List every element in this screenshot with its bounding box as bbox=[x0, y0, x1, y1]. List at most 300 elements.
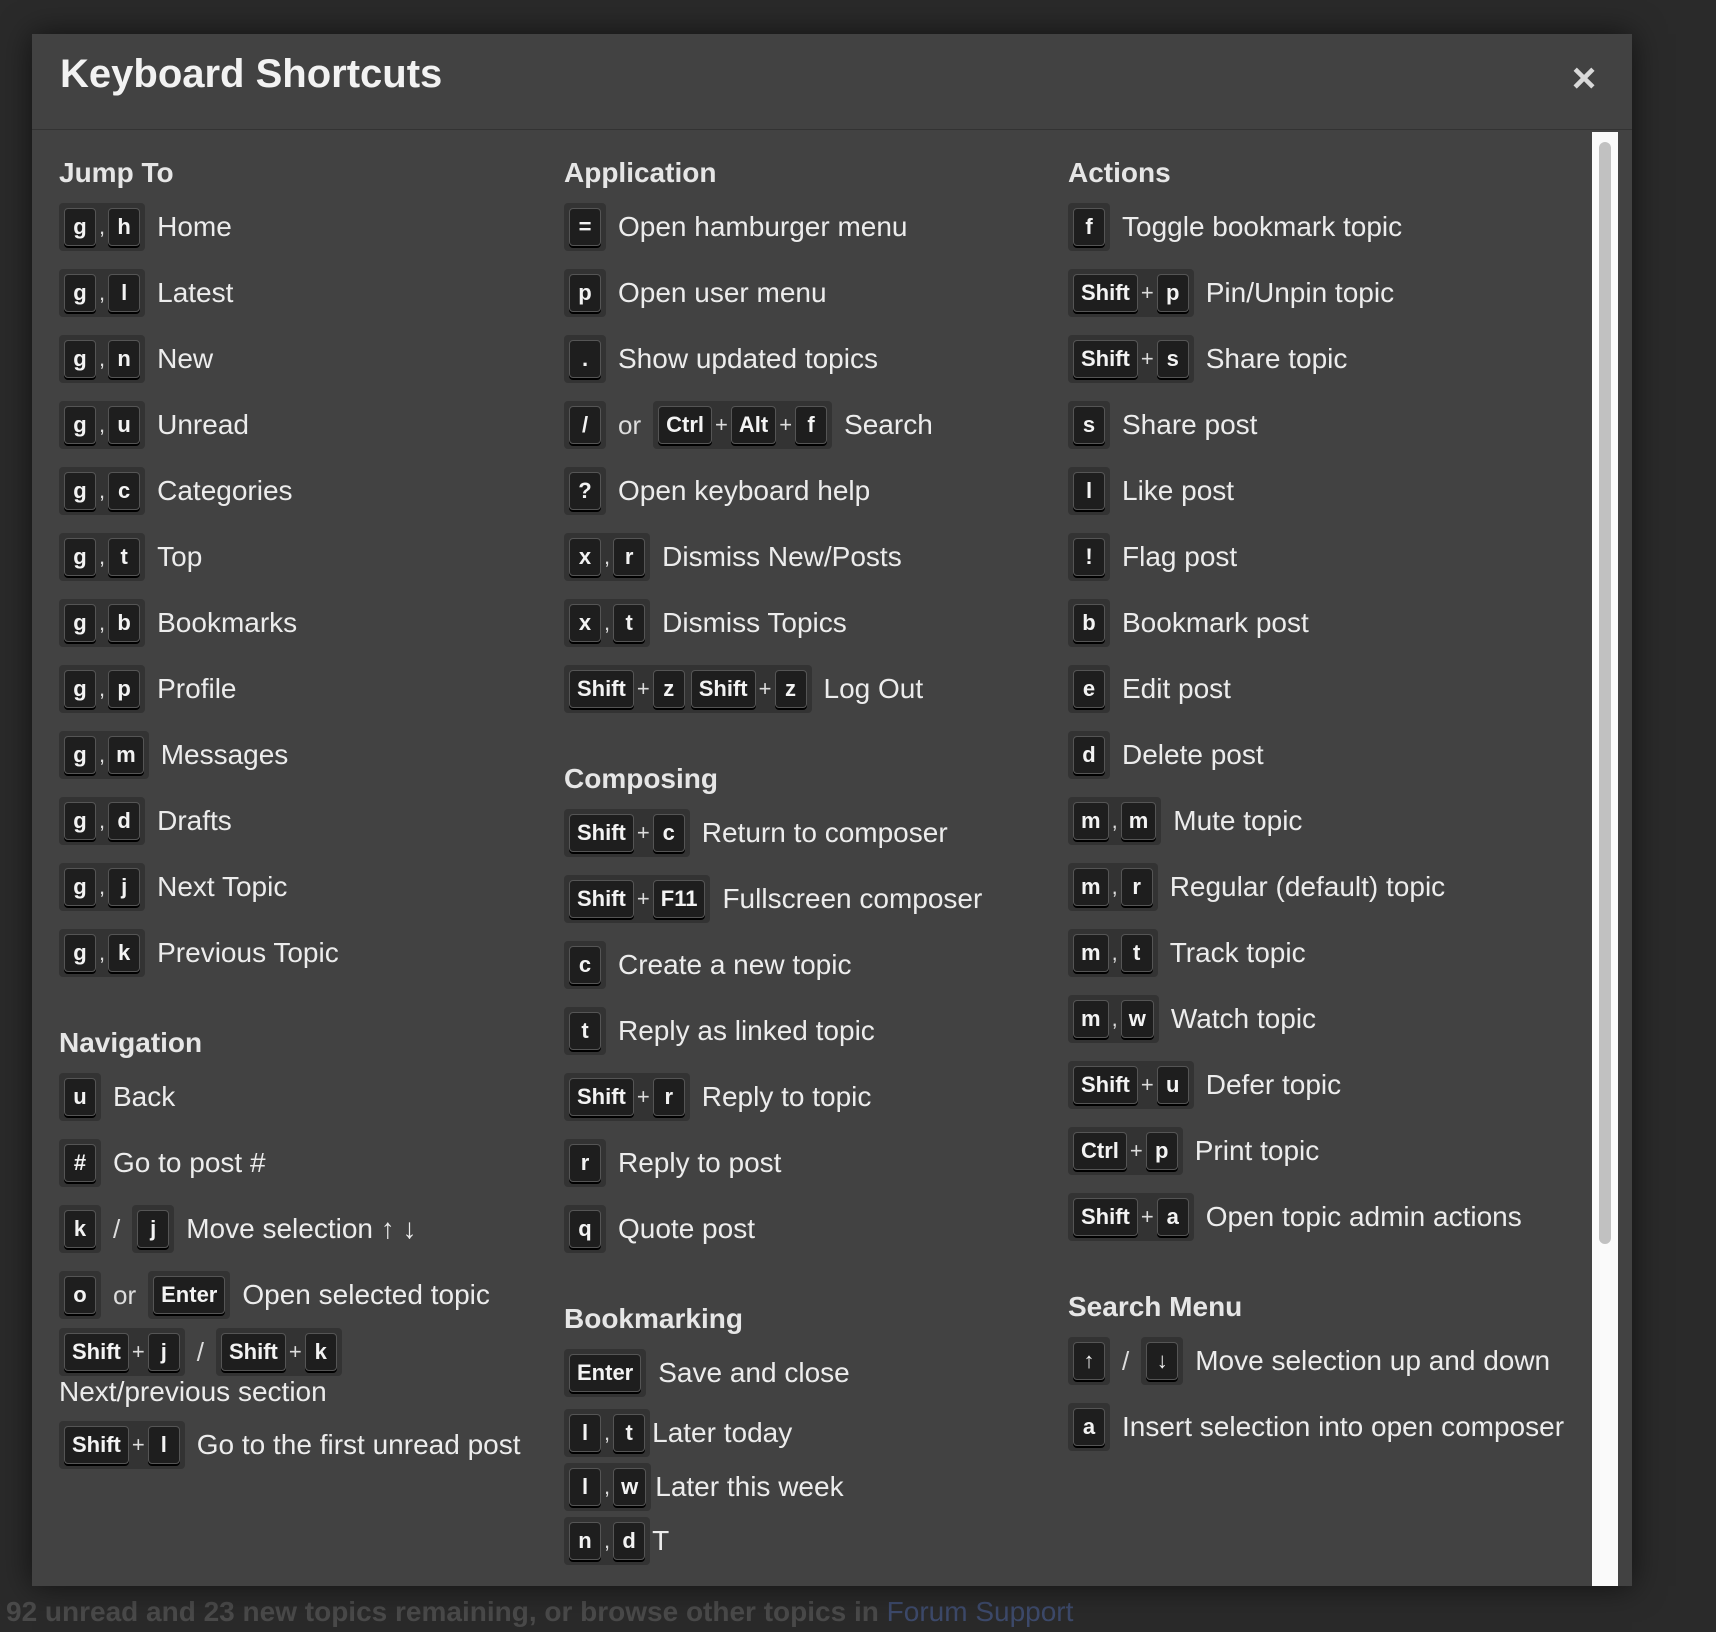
key-group bbox=[59, 1271, 101, 1319]
plus: + bbox=[715, 412, 728, 437]
shortcut-label: Edit post bbox=[1122, 673, 1231, 704]
key: ! bbox=[1073, 538, 1105, 576]
key: . bbox=[569, 340, 601, 378]
key: Shift bbox=[569, 880, 634, 918]
background-status-line bbox=[0, 1596, 1716, 1632]
key-group bbox=[1068, 467, 1110, 515]
slash: / bbox=[113, 1213, 121, 1244]
shortcut-save-close bbox=[564, 1340, 1044, 1406]
key-group bbox=[59, 665, 145, 713]
key-group bbox=[1068, 533, 1110, 581]
comma: , bbox=[99, 676, 106, 701]
plus: + bbox=[779, 412, 793, 437]
key: m bbox=[1073, 1000, 1109, 1038]
shortcut-label: Bookmark post bbox=[1122, 607, 1309, 638]
section-title-composing: Composing bbox=[564, 763, 718, 794]
key: Shift bbox=[569, 1078, 634, 1116]
key: q bbox=[569, 1210, 601, 1248]
key-group bbox=[564, 599, 650, 647]
key: t bbox=[613, 604, 645, 642]
scrollbar-thumb[interactable] bbox=[1599, 142, 1611, 1244]
shortcut-open-selected bbox=[59, 1262, 549, 1328]
key: w bbox=[613, 1468, 646, 1506]
plus: + bbox=[1129, 1138, 1143, 1163]
shortcut-search bbox=[564, 392, 1044, 458]
key: r bbox=[569, 1144, 601, 1182]
shortcut-first-unread bbox=[59, 1412, 549, 1478]
comma: , bbox=[604, 1528, 611, 1553]
shortcut-dismiss-topics bbox=[564, 590, 1044, 656]
shortcut-like-post bbox=[1068, 458, 1588, 524]
key: l bbox=[569, 1468, 601, 1506]
key-group bbox=[1068, 995, 1159, 1043]
key: r bbox=[1121, 868, 1153, 906]
shortcut-keyboard-help bbox=[564, 458, 1044, 524]
comma: , bbox=[99, 280, 106, 305]
shortcut-label: Go to the first unread post bbox=[196, 1429, 521, 1460]
shortcut-label: Mute topic bbox=[1173, 805, 1303, 836]
comma: , bbox=[1111, 808, 1118, 833]
key: Shift bbox=[569, 814, 634, 852]
key: g bbox=[64, 934, 96, 972]
shortcut-pin-topic bbox=[1068, 260, 1588, 326]
key: m bbox=[1073, 802, 1109, 840]
shortcut-bookmark-post bbox=[1068, 590, 1588, 656]
shortcut-label: T bbox=[652, 1525, 670, 1556]
close-icon[interactable]: × bbox=[1571, 54, 1597, 101]
key-group bbox=[564, 1517, 650, 1565]
shortcut-toggle-bookmark bbox=[1068, 194, 1588, 260]
comma: , bbox=[99, 808, 106, 833]
shortcut-delete-post bbox=[1068, 722, 1588, 788]
shortcut-label: Show updated topics bbox=[618, 343, 878, 374]
key-group bbox=[59, 731, 149, 779]
shortcut-track-topic bbox=[1068, 920, 1588, 986]
shortcut-label: Profile bbox=[157, 673, 237, 704]
key-group bbox=[564, 809, 690, 857]
shortcut-label: Flag post bbox=[1122, 541, 1238, 572]
key: t bbox=[108, 538, 140, 576]
shortcut-log-out bbox=[564, 656, 1044, 722]
key: m bbox=[1073, 868, 1109, 906]
key-group bbox=[1068, 1403, 1110, 1451]
comma: , bbox=[604, 1420, 611, 1445]
plus: + bbox=[1140, 1072, 1154, 1097]
key: o bbox=[64, 1276, 96, 1314]
shortcut-print-topic bbox=[1068, 1118, 1588, 1184]
shortcut-label: Dismiss New/Posts bbox=[662, 541, 902, 572]
shortcut-label: Print topic bbox=[1194, 1135, 1320, 1166]
key-group bbox=[59, 1073, 101, 1121]
modal-body bbox=[32, 130, 1632, 1586]
comma: , bbox=[604, 610, 611, 635]
shortcut-return-composer bbox=[564, 800, 1044, 866]
plus: + bbox=[1140, 1204, 1154, 1229]
shortcut-move-selection-search bbox=[1068, 1328, 1588, 1394]
key: g bbox=[64, 274, 96, 312]
modal-title: Keyboard Shortcuts bbox=[60, 52, 443, 96]
slash: / bbox=[1122, 1345, 1130, 1376]
shortcut-label: Previous Topic bbox=[157, 937, 339, 968]
key: Shift bbox=[1073, 1066, 1138, 1104]
key-group bbox=[1068, 1061, 1194, 1109]
key: a bbox=[1157, 1198, 1189, 1236]
key: n bbox=[108, 340, 140, 378]
key: j bbox=[148, 1333, 180, 1371]
shortcut-create-topic bbox=[564, 932, 1044, 998]
comma: , bbox=[99, 874, 106, 899]
comma: , bbox=[604, 544, 611, 569]
key: g bbox=[64, 538, 96, 576]
shortcut-user-menu bbox=[564, 260, 1044, 326]
shortcut-watch-topic bbox=[1068, 986, 1588, 1052]
shortcut-label: Home bbox=[157, 211, 232, 242]
key-group bbox=[59, 1139, 101, 1187]
key: l bbox=[569, 1414, 601, 1452]
key-group bbox=[1068, 599, 1110, 647]
shortcut-jump-drafts bbox=[59, 788, 549, 854]
shortcut-partial bbox=[564, 1514, 1044, 1568]
shortcut-jump-unread bbox=[59, 392, 549, 458]
shortcut-quote-post bbox=[564, 1196, 1044, 1262]
shortcut-regular-topic bbox=[1068, 854, 1588, 920]
key: g bbox=[64, 802, 96, 840]
shortcut-reply-linked bbox=[564, 998, 1044, 1064]
shortcut-jump-home bbox=[59, 194, 549, 260]
shortcut-label: Categories bbox=[157, 475, 293, 506]
shortcut-label: Open user menu bbox=[618, 277, 827, 308]
shortcut-label: Delete post bbox=[1122, 739, 1264, 770]
key-group bbox=[564, 1205, 606, 1253]
key: g bbox=[64, 670, 96, 708]
shortcut-label: New bbox=[157, 343, 214, 374]
key-group bbox=[1068, 929, 1158, 977]
shortcut-label: Latest bbox=[157, 277, 234, 308]
key: F11 bbox=[653, 880, 706, 918]
key: u bbox=[64, 1078, 96, 1116]
key-group bbox=[1068, 269, 1194, 317]
key: g bbox=[64, 406, 96, 444]
shortcut-label: Defer topic bbox=[1205, 1069, 1342, 1100]
key-group bbox=[564, 665, 812, 713]
key: r bbox=[653, 1078, 685, 1116]
comma: , bbox=[99, 610, 106, 635]
modal-scrollbar[interactable] bbox=[1592, 132, 1618, 1586]
key: Enter bbox=[569, 1354, 641, 1392]
or-text: or bbox=[618, 409, 642, 440]
key: l bbox=[108, 274, 140, 312]
shortcut-defer-topic bbox=[1068, 1052, 1588, 1118]
shortcut-dismiss-new bbox=[564, 524, 1044, 590]
key: d bbox=[613, 1522, 645, 1560]
key-group bbox=[1068, 797, 1161, 845]
shortcut-label: Unread bbox=[157, 409, 249, 440]
key-group bbox=[564, 941, 606, 989]
shortcut-label: Share topic bbox=[1205, 343, 1348, 374]
shortcut-label: Later this week bbox=[655, 1471, 844, 1502]
key: r bbox=[613, 538, 645, 576]
key: g bbox=[64, 472, 96, 510]
shortcut-label: Next/previous section bbox=[59, 1376, 327, 1407]
shortcut-label: Next Topic bbox=[157, 871, 288, 902]
key-group bbox=[1068, 401, 1110, 449]
shortcut-flag-post bbox=[1068, 524, 1588, 590]
arrow-down-icon: ↓ bbox=[1146, 1342, 1178, 1380]
comma: , bbox=[604, 1474, 611, 1499]
plus: + bbox=[131, 1339, 145, 1364]
column-left bbox=[59, 130, 549, 1478]
comma: , bbox=[1111, 1006, 1118, 1031]
key: Shift bbox=[1073, 1198, 1138, 1236]
shortcut-jump-profile bbox=[59, 656, 549, 722]
key-group bbox=[1141, 1337, 1183, 1385]
status-text: 92 unread and 23 new topics remaining, or browse other topics in bbox=[6, 1596, 879, 1627]
key: g bbox=[64, 340, 96, 378]
section-title-bookmarking: Bookmarking bbox=[564, 1303, 743, 1334]
column-right bbox=[1068, 130, 1588, 1460]
key: m bbox=[1073, 934, 1109, 972]
shortcut-admin-actions bbox=[1068, 1184, 1588, 1250]
key-group bbox=[59, 467, 145, 515]
plus: + bbox=[636, 1084, 650, 1109]
shortcut-label: Move selection ↑ ↓ bbox=[186, 1213, 417, 1244]
key: z bbox=[653, 670, 685, 708]
shortcut-share-post bbox=[1068, 392, 1588, 458]
key: x bbox=[569, 538, 601, 576]
shortcut-label: Return to composer bbox=[701, 817, 948, 848]
key: Shift bbox=[1073, 340, 1138, 378]
key: a bbox=[1073, 1408, 1105, 1446]
shortcut-reply-post bbox=[564, 1130, 1044, 1196]
key: l bbox=[1073, 472, 1105, 510]
shortcut-label: Drafts bbox=[157, 805, 232, 836]
key-group bbox=[1068, 863, 1158, 911]
key-group bbox=[59, 203, 145, 251]
key-group bbox=[1068, 1337, 1110, 1385]
key-group bbox=[564, 1139, 606, 1187]
key: p bbox=[108, 670, 140, 708]
shortcut-updated-topics bbox=[564, 326, 1044, 392]
key: Alt bbox=[731, 406, 776, 444]
shortcut-share-topic bbox=[1068, 326, 1588, 392]
shortcut-jump-previous-topic bbox=[59, 920, 549, 986]
shortcut-label: Search bbox=[844, 409, 933, 440]
key-group bbox=[564, 203, 606, 251]
shortcut-back bbox=[59, 1064, 549, 1130]
plus: + bbox=[1140, 280, 1154, 305]
key: u bbox=[108, 406, 140, 444]
key-group bbox=[59, 335, 145, 383]
key-group bbox=[1068, 335, 1194, 383]
key: g bbox=[64, 736, 96, 774]
shortcut-label: Watch topic bbox=[1170, 1003, 1317, 1034]
key: p bbox=[569, 274, 601, 312]
shortcut-goto-post bbox=[59, 1130, 549, 1196]
key: m bbox=[1121, 802, 1157, 840]
shortcut-label: Reply to topic bbox=[701, 1081, 872, 1112]
key: b bbox=[1073, 604, 1105, 642]
shortcut-label: Open hamburger menu bbox=[618, 211, 908, 242]
key-group bbox=[59, 1328, 185, 1376]
key-group bbox=[1068, 665, 1110, 713]
key-group bbox=[132, 1205, 174, 1253]
key: w bbox=[1121, 1000, 1154, 1038]
key: Shift bbox=[691, 670, 756, 708]
key-group bbox=[59, 1421, 185, 1469]
shortcut-label: Save and close bbox=[658, 1357, 850, 1388]
status-category[interactable]: Forum Support bbox=[886, 1596, 1074, 1627]
shortcut-move-selection bbox=[59, 1196, 549, 1262]
shortcut-jump-top bbox=[59, 524, 549, 590]
plus: + bbox=[131, 1432, 145, 1457]
key: t bbox=[569, 1012, 601, 1050]
comma: , bbox=[99, 214, 106, 239]
key-group bbox=[148, 1271, 230, 1319]
key: t bbox=[1121, 934, 1153, 972]
shortcut-label: Messages bbox=[160, 739, 289, 770]
shortcut-next-prev-section bbox=[59, 1328, 549, 1408]
plus: + bbox=[636, 676, 650, 701]
plus: + bbox=[636, 886, 650, 911]
key-group bbox=[1068, 203, 1110, 251]
key-group bbox=[1068, 1193, 1194, 1241]
key: # bbox=[64, 1144, 96, 1182]
key: u bbox=[1157, 1066, 1189, 1104]
key: f bbox=[795, 406, 827, 444]
shortcut-label: Go to post # bbox=[113, 1147, 266, 1178]
key-group bbox=[564, 1349, 646, 1397]
section-title-navigation: Navigation bbox=[59, 1027, 203, 1058]
plus: + bbox=[1140, 346, 1154, 371]
shortcut-jump-messages bbox=[59, 722, 549, 788]
shortcut-label: Move selection up and down bbox=[1195, 1345, 1551, 1376]
or-text: or bbox=[113, 1279, 137, 1310]
key: k bbox=[108, 934, 140, 972]
shortcut-mute-topic bbox=[1068, 788, 1588, 854]
key-group bbox=[564, 269, 606, 317]
shortcut-label: Quote post bbox=[618, 1213, 755, 1244]
section-title-actions: Actions bbox=[1068, 157, 1171, 188]
key-group bbox=[1068, 731, 1110, 779]
shortcut-label: Reply to post bbox=[618, 1147, 782, 1178]
section-title-jump-to: Jump To bbox=[59, 157, 174, 188]
key: c bbox=[108, 472, 140, 510]
shortcut-label: Share post bbox=[1122, 409, 1258, 440]
shortcut-label: Open selected topic bbox=[242, 1279, 490, 1310]
plus: + bbox=[636, 820, 650, 845]
shortcut-label: Regular (default) topic bbox=[1169, 871, 1446, 902]
key-group bbox=[59, 1205, 101, 1253]
shortcut-jump-latest bbox=[59, 260, 549, 326]
shortcut-label: Log Out bbox=[823, 673, 924, 704]
key: e bbox=[1073, 670, 1105, 708]
key: Ctrl bbox=[658, 406, 712, 444]
key: t bbox=[613, 1414, 645, 1452]
modal-header bbox=[32, 34, 1632, 130]
shortcut-hamburger bbox=[564, 194, 1044, 260]
key-group bbox=[564, 335, 606, 383]
key-group bbox=[59, 401, 145, 449]
key: j bbox=[137, 1210, 169, 1248]
shortcut-later-today bbox=[564, 1406, 1044, 1460]
comma: , bbox=[99, 742, 106, 767]
key: p bbox=[1157, 274, 1189, 312]
key: m bbox=[108, 736, 144, 774]
shortcut-edit-post bbox=[1068, 656, 1588, 722]
key: c bbox=[569, 946, 601, 984]
section-title-search-menu: Search Menu bbox=[1068, 1291, 1243, 1322]
key-group bbox=[59, 269, 145, 317]
key: j bbox=[108, 868, 140, 906]
keyboard-shortcuts-modal bbox=[32, 34, 1632, 1586]
key: / bbox=[569, 406, 601, 444]
key: f bbox=[1073, 208, 1105, 246]
key-group bbox=[59, 533, 145, 581]
key: Shift bbox=[221, 1333, 286, 1371]
shortcut-jump-categories bbox=[59, 458, 549, 524]
key-group bbox=[564, 1073, 690, 1121]
shortcut-insert-selection bbox=[1068, 1394, 1588, 1460]
key: g bbox=[64, 208, 96, 246]
shortcut-label: Open keyboard help bbox=[618, 475, 871, 506]
slash: / bbox=[196, 1336, 204, 1367]
shortcut-jump-next-topic bbox=[59, 854, 549, 920]
key: Shift bbox=[1073, 274, 1138, 312]
key: s bbox=[1073, 406, 1105, 444]
key: l bbox=[148, 1426, 180, 1464]
shortcut-jump-new bbox=[59, 326, 549, 392]
key-group bbox=[653, 401, 832, 449]
key-group bbox=[59, 929, 145, 977]
plus: + bbox=[288, 1339, 302, 1364]
key: Enter bbox=[153, 1276, 225, 1314]
comma: , bbox=[99, 544, 106, 569]
shortcut-label: Back bbox=[113, 1081, 176, 1112]
comma: , bbox=[99, 478, 106, 503]
section-title-application: Application bbox=[564, 157, 717, 188]
key: c bbox=[653, 814, 685, 852]
key: b bbox=[108, 604, 140, 642]
key: Shift bbox=[569, 670, 634, 708]
key-group bbox=[564, 1007, 606, 1055]
shortcut-label: Bookmarks bbox=[157, 607, 298, 638]
comma: , bbox=[1111, 874, 1118, 899]
shortcut-label: Track topic bbox=[1169, 937, 1306, 968]
key: k bbox=[64, 1210, 96, 1248]
key: d bbox=[108, 802, 140, 840]
key-group bbox=[564, 1409, 650, 1457]
key: k bbox=[305, 1333, 337, 1371]
shortcut-label: Top bbox=[157, 541, 203, 572]
shortcut-label: Like post bbox=[1122, 475, 1235, 506]
key: x bbox=[569, 604, 601, 642]
key: g bbox=[64, 868, 96, 906]
shortcut-label: Toggle bookmark topic bbox=[1122, 211, 1403, 242]
key-group bbox=[216, 1328, 342, 1376]
key: d bbox=[1073, 736, 1105, 774]
key-group bbox=[564, 1463, 651, 1511]
comma: , bbox=[1111, 940, 1118, 965]
shortcut-later-week bbox=[564, 1460, 1044, 1514]
shortcut-fullscreen-composer bbox=[564, 866, 1044, 932]
plus: + bbox=[758, 676, 772, 701]
key: h bbox=[108, 208, 140, 246]
key: z bbox=[775, 670, 807, 708]
key: n bbox=[569, 1522, 601, 1560]
shortcut-jump-bookmarks bbox=[59, 590, 549, 656]
shortcut-label: Reply as linked topic bbox=[618, 1015, 875, 1046]
jump-to-list bbox=[59, 194, 549, 986]
